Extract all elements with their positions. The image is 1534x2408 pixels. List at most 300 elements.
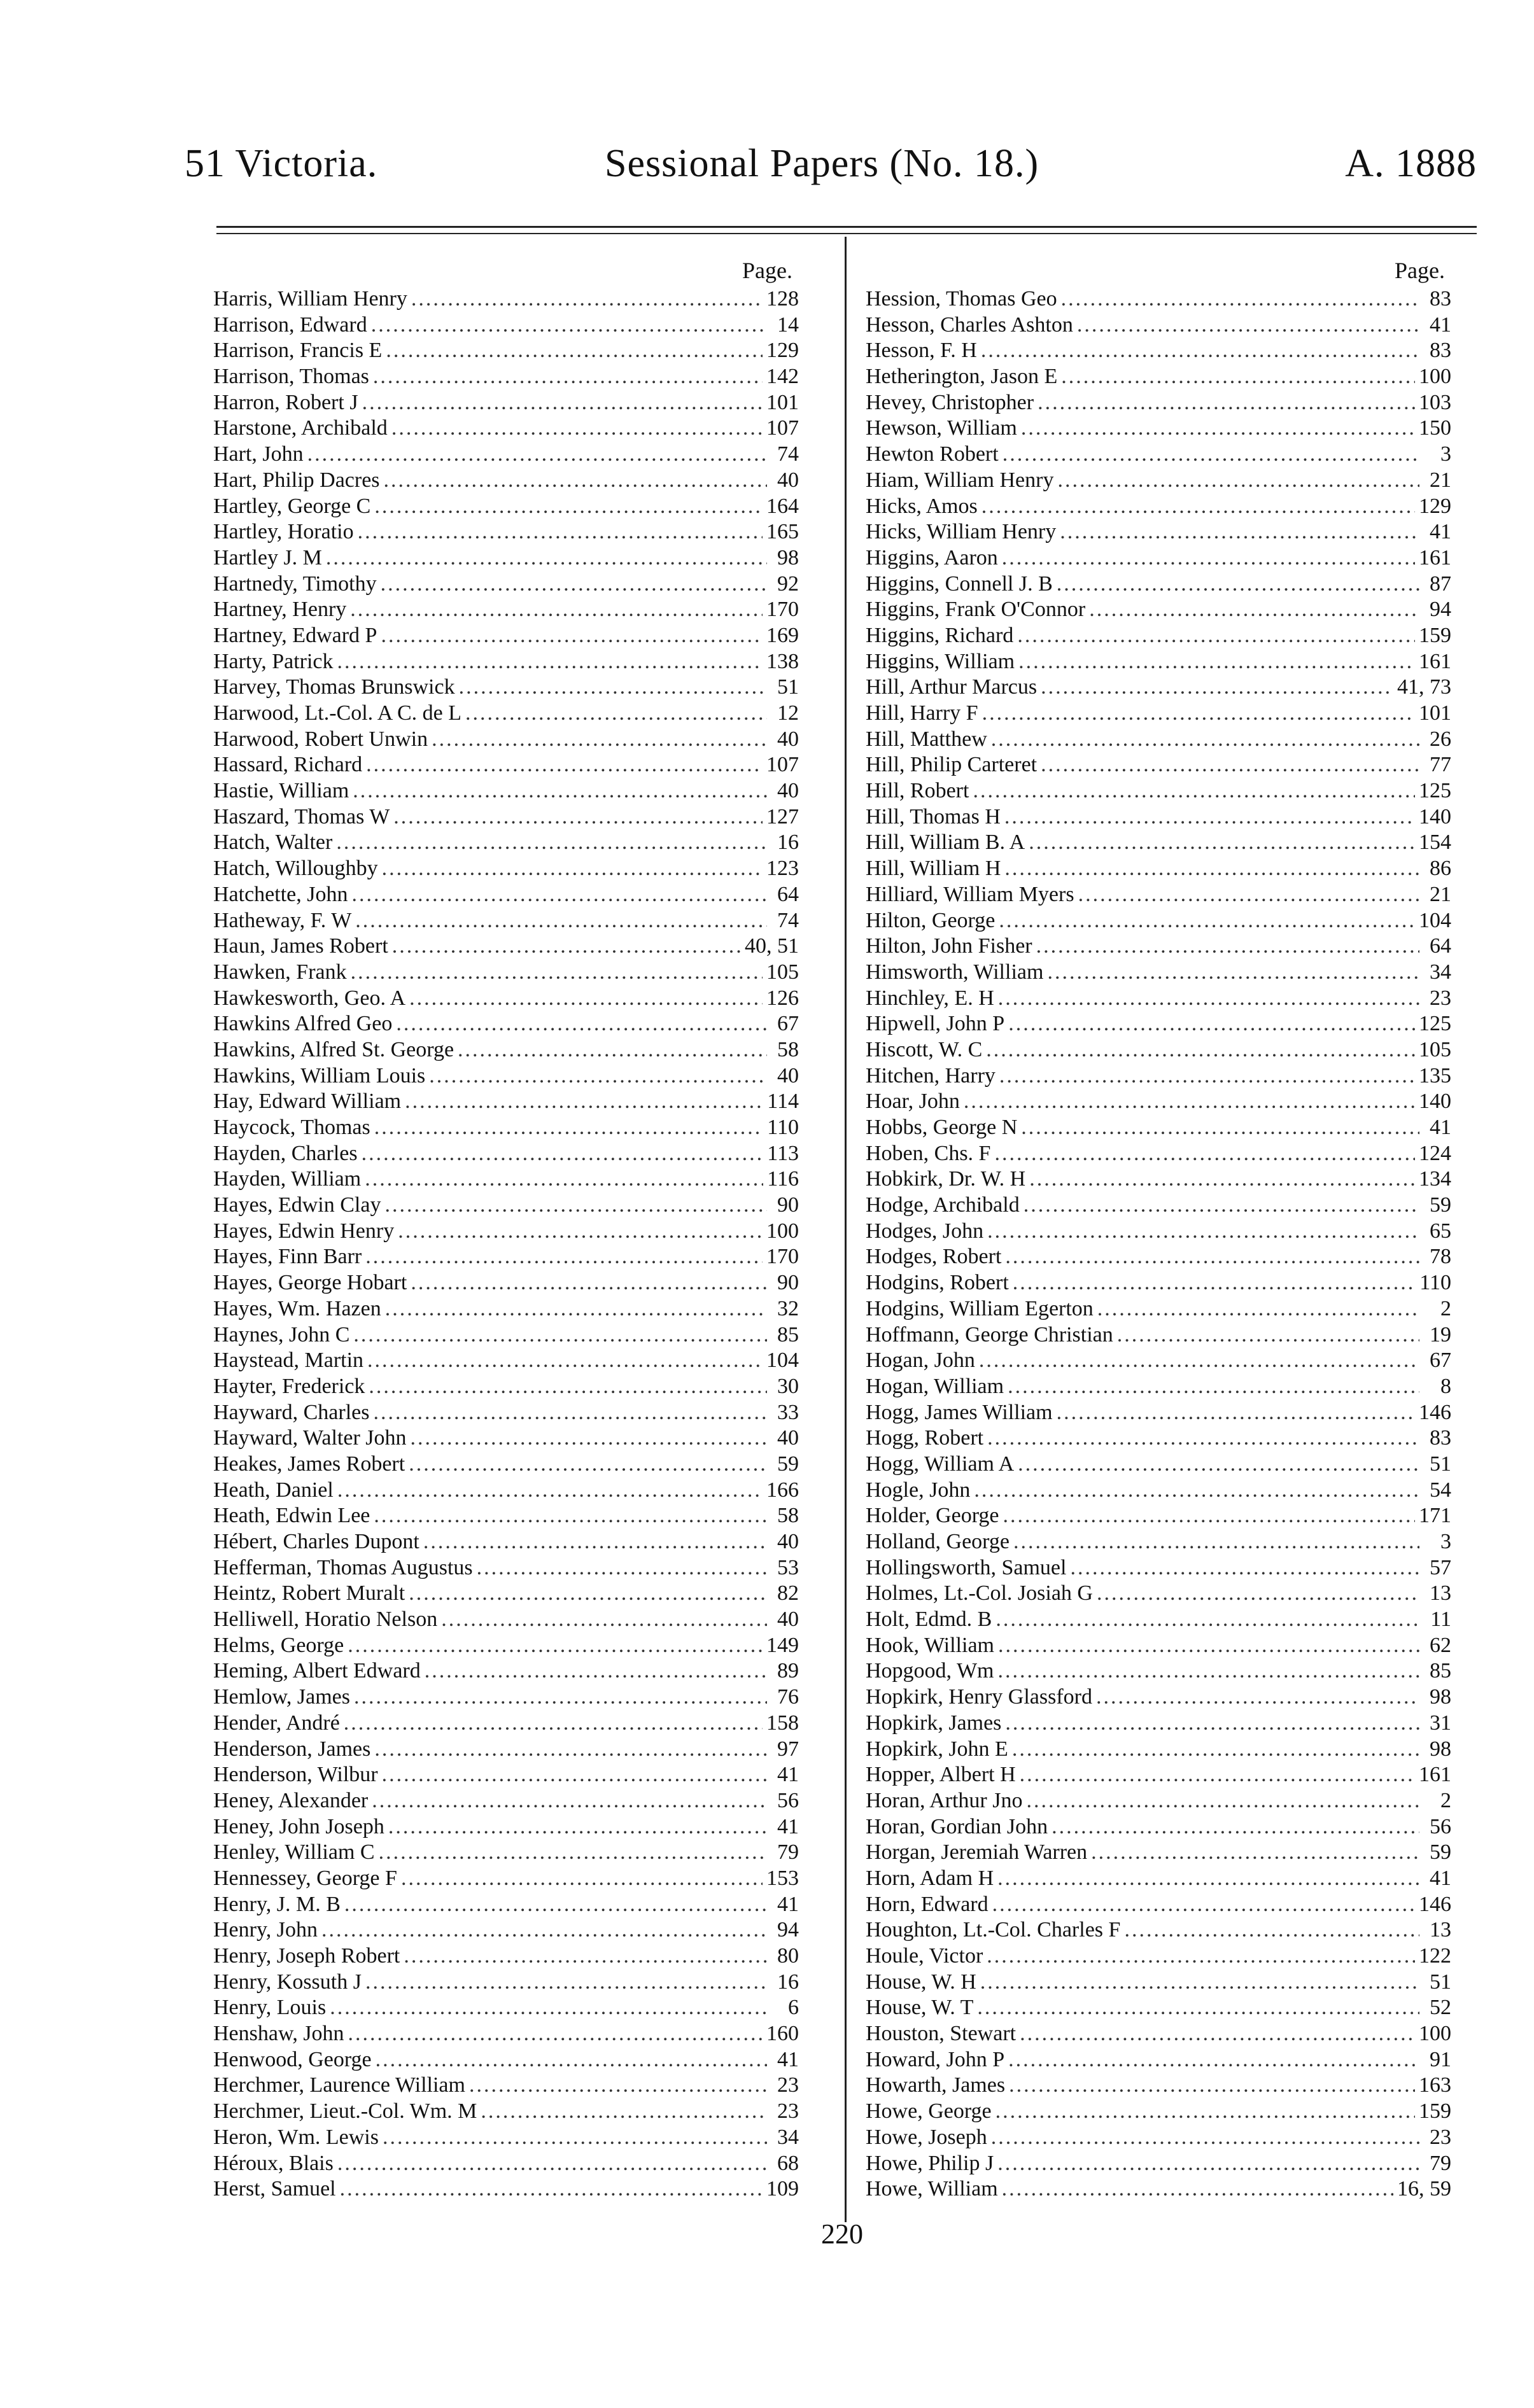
index-entry xyxy=(866,1943,1451,1970)
index-entry xyxy=(866,1270,1451,1296)
index-entry xyxy=(213,312,799,339)
entry-page: 56 xyxy=(777,1788,799,1812)
index-entry xyxy=(213,442,799,468)
dot-leader xyxy=(340,2176,763,2202)
index-entry xyxy=(866,649,1451,675)
dot-leader xyxy=(481,2099,767,2125)
entry-name: Hollingsworth, Samuel xyxy=(866,1555,1067,1579)
index-entry xyxy=(213,649,799,675)
index-entry xyxy=(213,1555,799,1581)
dot-leader xyxy=(997,1866,1419,1892)
index-entry xyxy=(213,1166,799,1193)
dot-leader xyxy=(362,390,763,416)
entry-name: Hayes, Finn Barr xyxy=(213,1245,362,1269)
entry-page: 56 xyxy=(1430,1814,1451,1838)
entry-page: 128 xyxy=(766,287,799,311)
entry-page: 41 xyxy=(1430,1866,1451,1890)
entry-page: 149 xyxy=(766,1633,799,1657)
dot-leader xyxy=(1097,1581,1419,1607)
index-entry xyxy=(866,856,1451,882)
entry-page: 86 xyxy=(1430,857,1451,881)
entry-page: 14 xyxy=(777,312,799,337)
index-entry xyxy=(213,1840,799,1866)
index-entry xyxy=(866,752,1451,778)
index-entry xyxy=(866,1737,1451,1763)
entry-page: 12 xyxy=(777,701,799,725)
entry-name: Hawkins, William Louis xyxy=(213,1063,426,1088)
index-entry xyxy=(213,934,799,960)
entry-page: 76 xyxy=(777,1685,799,1709)
dot-leader xyxy=(999,1063,1415,1089)
entry-name: Hill, Thomas H xyxy=(866,804,1001,829)
index-entry xyxy=(213,2151,799,2177)
entry-page: 40 xyxy=(777,1530,799,1553)
entry-name: Hemlow, James xyxy=(213,1685,350,1709)
dot-leader xyxy=(977,1995,1419,2021)
entry-name: Hatheway, F. W xyxy=(213,908,352,932)
entry-name: Henderson, James xyxy=(213,1737,371,1761)
entry-name: Hayes, Edwin Clay xyxy=(213,1193,381,1217)
entry-name: Hastie, William xyxy=(213,779,349,803)
entry-page: 64 xyxy=(1430,934,1451,958)
entry-name: Héroux, Blais xyxy=(213,2151,334,2175)
index-entry xyxy=(866,1193,1451,1219)
entry-name: Henry, John xyxy=(213,1918,318,1942)
entry-name: Harron, Robert J xyxy=(213,390,358,414)
index-entry xyxy=(213,1400,799,1426)
index-entry xyxy=(866,2125,1451,2151)
entry-page: 164 xyxy=(766,494,799,518)
entry-name: Hartley, George C xyxy=(213,494,371,518)
dot-leader xyxy=(337,649,763,675)
header-year: A. 1888 xyxy=(1345,142,1477,185)
dot-leader xyxy=(981,338,1419,364)
index-entry xyxy=(866,2099,1451,2125)
entry-page: 51 xyxy=(777,675,799,699)
entry-name: Harwood, Lt.-Col. A C. de L xyxy=(213,701,462,725)
entry-page: 23 xyxy=(1430,2125,1451,2149)
index-entry xyxy=(213,2073,799,2099)
entry-name: Hayes, Wm. Hazen xyxy=(213,1296,381,1320)
dot-leader xyxy=(964,1089,1415,1115)
index-entry xyxy=(213,1141,799,1167)
index-entry xyxy=(213,1322,799,1348)
entry-page: 67 xyxy=(777,1012,799,1036)
index-entry xyxy=(866,1452,1451,1478)
entry-page: 91 xyxy=(1430,2047,1451,2071)
entry-name: Hawkesworth, Geo. A xyxy=(213,986,406,1010)
entry-page: 146 xyxy=(1419,1400,1451,1424)
index-entry xyxy=(213,1737,799,1763)
index-entry xyxy=(213,908,799,934)
entry-page: 105 xyxy=(1419,1037,1451,1061)
index-entry xyxy=(213,1115,799,1141)
dot-leader xyxy=(404,1943,767,1970)
dot-leader xyxy=(1021,1115,1419,1141)
index-entry xyxy=(213,286,799,312)
dot-leader xyxy=(1047,960,1419,986)
entry-page: 26 xyxy=(1430,727,1451,751)
dot-leader xyxy=(411,286,763,312)
dot-leader xyxy=(1003,442,1419,468)
dot-leader xyxy=(1097,1296,1419,1322)
dot-leader xyxy=(987,1943,1415,1970)
index-entry xyxy=(866,1892,1451,1918)
entry-page: 110 xyxy=(767,1116,799,1139)
entry-page: 40 xyxy=(777,1426,799,1450)
entry-name: Howe, George xyxy=(866,2099,992,2124)
dot-leader xyxy=(1057,468,1419,494)
dot-leader xyxy=(1078,882,1419,908)
dot-leader xyxy=(982,494,1415,520)
entry-page: 2 xyxy=(1440,1788,1451,1812)
entry-page: 33 xyxy=(777,1400,799,1424)
entry-name: Hesson, F. H xyxy=(866,339,977,363)
index-entry xyxy=(213,1348,799,1374)
entry-page: 85 xyxy=(1430,1659,1451,1683)
dot-leader xyxy=(348,1633,763,1659)
entry-name: Hogan, William xyxy=(866,1374,1004,1398)
index-entry xyxy=(213,830,799,856)
dot-leader xyxy=(372,1788,767,1814)
dot-leader xyxy=(998,1633,1419,1659)
entry-name: Howe, Philip J xyxy=(866,2151,994,2175)
index-entry xyxy=(866,1219,1451,1245)
dot-leader xyxy=(441,1607,767,1633)
entry-name: Henry, Kossuth J xyxy=(213,1970,362,1994)
entry-name: Howe, William xyxy=(866,2177,998,2201)
index-entry xyxy=(213,1762,799,1788)
index-entry xyxy=(213,390,799,416)
index-entry xyxy=(866,442,1451,468)
dot-leader xyxy=(432,727,767,753)
entry-name: Hayden, William xyxy=(213,1167,362,1191)
entry-name: Hawkins, Alfred St. George xyxy=(213,1037,454,1061)
entry-name: Herchmer, Lieut.-Col. Wm. M xyxy=(213,2099,477,2124)
entry-page: 161 xyxy=(1419,545,1451,570)
dot-leader xyxy=(999,908,1415,934)
entry-name: Hiscott, W. C xyxy=(866,1037,983,1061)
entry-page: 34 xyxy=(777,2125,799,2149)
entry-page: 77 xyxy=(1430,753,1451,777)
running-header xyxy=(185,141,1489,199)
entry-page: 40 xyxy=(777,1063,799,1088)
dot-leader xyxy=(1070,1555,1419,1581)
index-entry xyxy=(866,1115,1451,1141)
dot-leader xyxy=(381,623,763,649)
entry-name: Hatch, Willoughby xyxy=(213,857,378,881)
index-entry xyxy=(866,1503,1451,1529)
entry-name: Henry, J. M. B xyxy=(213,1892,341,1916)
entry-name: Hart, Philip Dacres xyxy=(213,468,380,492)
dot-leader xyxy=(1117,1322,1419,1348)
dot-leader xyxy=(1008,2047,1419,2073)
entry-page: 41 xyxy=(777,1892,799,1916)
index-entry xyxy=(866,1037,1451,1063)
dot-leader xyxy=(1008,1011,1415,1037)
index-entry xyxy=(213,1037,799,1063)
entry-page: 170 xyxy=(766,598,799,622)
dot-leader xyxy=(1041,752,1419,778)
entry-name: Hawkins Alfred Geo xyxy=(213,1012,393,1036)
index-entry xyxy=(213,804,799,830)
index-entry xyxy=(213,1814,799,1840)
entry-name: Hassard, Richard xyxy=(213,753,363,777)
index-entry xyxy=(866,1089,1451,1115)
entry-page: 104 xyxy=(1419,908,1451,932)
index-entry xyxy=(213,1219,799,1245)
index-entry xyxy=(866,675,1451,701)
dot-leader xyxy=(393,804,763,830)
entry-name: Himsworth, William xyxy=(866,960,1044,984)
dot-leader xyxy=(362,1141,764,1167)
dot-leader xyxy=(344,1711,763,1737)
entry-name: Hill, Harry F xyxy=(866,701,978,725)
entry-name: Heintz, Robert Muralt xyxy=(213,1581,405,1606)
dot-leader xyxy=(1038,390,1415,416)
index-entry xyxy=(213,416,799,442)
entry-page: 34 xyxy=(1430,960,1451,984)
entry-page: 142 xyxy=(766,365,799,389)
entry-name: Hopper, Albert H xyxy=(866,1763,1016,1787)
index-entry xyxy=(866,1866,1451,1892)
entry-name: Hitchen, Harry xyxy=(866,1063,996,1088)
index-entry xyxy=(213,1425,799,1452)
entry-name: Hayden, Charles xyxy=(213,1141,358,1165)
dot-leader xyxy=(1096,1684,1419,1711)
index-entry xyxy=(213,701,799,727)
entry-page: 100 xyxy=(1419,2022,1451,2046)
dot-leader xyxy=(1003,1503,1416,1529)
dot-leader xyxy=(353,778,767,804)
dot-leader xyxy=(384,468,767,494)
index-entry xyxy=(213,1607,799,1633)
dot-leader xyxy=(425,1658,767,1684)
dot-leader xyxy=(409,1581,767,1607)
entry-name: Hartney, Henry xyxy=(213,598,347,622)
dot-leader xyxy=(369,1374,767,1400)
dot-leader xyxy=(374,494,763,520)
entry-page: 85 xyxy=(777,1322,799,1347)
entry-name: Henderson, Wilbur xyxy=(213,1763,378,1787)
entry-page: 41 xyxy=(1430,520,1451,544)
index-entry xyxy=(866,986,1451,1012)
column-divider xyxy=(845,237,847,2222)
index-entry xyxy=(866,2176,1451,2202)
entry-page: 169 xyxy=(766,623,799,647)
dot-leader xyxy=(1077,312,1419,339)
entry-name: Hayter, Frederick xyxy=(213,1374,365,1398)
entry-page: 122 xyxy=(1419,1944,1451,1968)
index-entry xyxy=(213,623,799,649)
entry-name: Higgins, William xyxy=(866,649,1015,673)
index-entry xyxy=(866,494,1451,520)
dot-leader xyxy=(374,1503,767,1529)
index-entry xyxy=(213,882,799,908)
dot-leader xyxy=(355,908,767,934)
entry-name: Henry, Louis xyxy=(213,1996,327,2020)
index-entry xyxy=(213,2176,799,2202)
entry-page: 13 xyxy=(1430,1918,1451,1942)
entry-page: 21 xyxy=(1430,882,1451,906)
index-entry xyxy=(866,1348,1451,1374)
dot-leader xyxy=(458,1037,767,1063)
index-entry xyxy=(213,1063,799,1089)
entry-name: Heath, Edwin Lee xyxy=(213,1504,370,1528)
dot-leader xyxy=(350,597,763,623)
entry-page: 135 xyxy=(1419,1063,1451,1088)
entry-page: 129 xyxy=(766,339,799,363)
entry-name: Hayward, Charles xyxy=(213,1400,370,1424)
dot-leader xyxy=(391,416,763,442)
index-entry xyxy=(866,934,1451,960)
entry-name: Haun, James Robert xyxy=(213,934,388,958)
dot-leader xyxy=(1089,597,1419,623)
entry-page: 59 xyxy=(777,1452,799,1476)
entry-name: Hodges, Robert xyxy=(866,1245,1002,1269)
dot-leader xyxy=(354,1684,767,1711)
index-entry xyxy=(866,2047,1451,2073)
entry-name: House, W. T xyxy=(866,1996,974,2020)
dot-leader xyxy=(1020,2021,1415,2047)
index-entry xyxy=(866,727,1451,753)
index-entry xyxy=(213,960,799,986)
entry-name: Hill, William H xyxy=(866,857,1001,881)
index-entry xyxy=(213,1866,799,1892)
entry-name: Harrison, Edward xyxy=(213,312,367,337)
index-entry xyxy=(866,1658,1451,1684)
entry-name: Hicks, Amos xyxy=(866,494,978,518)
index-entry xyxy=(866,623,1451,649)
index-entry xyxy=(213,494,799,520)
entry-name: Higgins, Aaron xyxy=(866,545,998,570)
entry-name: Holland, George xyxy=(866,1530,1010,1553)
dot-leader xyxy=(1018,649,1415,675)
dot-leader xyxy=(979,1348,1419,1374)
dot-leader xyxy=(974,1478,1419,1504)
index-entry xyxy=(213,468,799,494)
dot-leader xyxy=(1057,1400,1415,1426)
index-entry xyxy=(213,1296,799,1322)
entry-name: Hawken, Frank xyxy=(213,960,347,984)
dot-leader xyxy=(459,675,767,701)
entry-name: Hender, André xyxy=(213,1711,340,1735)
dot-leader xyxy=(326,545,767,571)
index-entry xyxy=(866,1995,1451,2021)
entry-name: Howard, John P xyxy=(866,2047,1005,2071)
entry-name: Hartney, Edward P xyxy=(213,623,377,647)
entry-page: 82 xyxy=(777,1581,799,1606)
entry-page: 58 xyxy=(777,1504,799,1528)
dot-leader xyxy=(987,1425,1419,1452)
dot-leader xyxy=(423,1529,767,1555)
dot-leader xyxy=(1124,1917,1419,1943)
entry-page: 40 xyxy=(777,779,799,803)
entry-name: Harrison, Francis E xyxy=(213,339,383,363)
entry-page: 103 xyxy=(1419,390,1451,414)
entry-name: Harvey, Thomas Brunswick xyxy=(213,675,455,699)
entry-name: Hart, John xyxy=(213,442,304,466)
dot-leader xyxy=(371,312,767,339)
dot-leader xyxy=(386,338,763,364)
entry-page: 123 xyxy=(766,857,799,881)
dot-leader xyxy=(980,1970,1419,1996)
entry-page: 68 xyxy=(777,2151,799,2175)
entry-name: Holder, George xyxy=(866,1504,999,1528)
index-entry xyxy=(213,1478,799,1504)
page-column-heading: Page. xyxy=(1395,258,1445,283)
entry-name: Hogan, John xyxy=(866,1348,975,1373)
entry-name: Hook, William xyxy=(866,1633,994,1657)
dot-leader xyxy=(379,1840,767,1866)
index-list-right xyxy=(866,286,1451,2202)
dot-leader xyxy=(330,1995,767,2021)
index-entry xyxy=(213,1788,799,1814)
index-entry xyxy=(866,468,1451,494)
entry-name: Hession, Thomas Geo xyxy=(866,287,1057,311)
entry-name: Hill, Robert xyxy=(866,779,969,803)
dot-leader xyxy=(374,1737,767,1763)
entry-name: Hayes, Edwin Henry xyxy=(213,1219,395,1243)
entry-name: Hopkirk, John E xyxy=(866,1737,1008,1761)
entry-name: Higgins, Richard xyxy=(866,623,1014,647)
index-entry xyxy=(213,571,799,598)
index-entry xyxy=(866,286,1451,312)
entry-name: Horgan, Jeremiah Warren xyxy=(866,1840,1088,1865)
dot-leader xyxy=(376,2047,767,2073)
entry-page: 59 xyxy=(1430,1193,1451,1217)
entry-page: 98 xyxy=(1430,1685,1451,1709)
entry-name: Henshaw, John xyxy=(213,2022,344,2046)
dot-leader xyxy=(398,1219,763,1245)
index-entry xyxy=(866,1684,1451,1711)
index-entry xyxy=(866,2073,1451,2099)
page-number: 220 xyxy=(821,2218,863,2250)
entry-name: Henley, William C xyxy=(213,1840,375,1865)
dot-leader xyxy=(396,1011,767,1037)
index-entry xyxy=(213,1633,799,1659)
dot-leader xyxy=(381,571,767,598)
page-column-heading: Page. xyxy=(742,258,792,283)
entry-page: 83 xyxy=(1430,339,1451,363)
dot-leader xyxy=(1017,623,1415,649)
entry-name: Hill, Arthur Marcus xyxy=(866,675,1038,699)
index-entry xyxy=(213,1995,799,2021)
entry-name: Hill, William B. A xyxy=(866,830,1025,855)
entry-page: 94 xyxy=(777,1918,799,1942)
entry-name: Hogg, William A xyxy=(866,1452,1015,1476)
dot-leader xyxy=(1061,364,1415,390)
header-rule-top xyxy=(216,226,1477,228)
index-entry xyxy=(213,1452,799,1478)
index-entry xyxy=(213,2021,799,2047)
entry-page: 154 xyxy=(1419,830,1451,855)
dot-leader xyxy=(353,1322,767,1348)
header-rule-bottom xyxy=(216,233,1477,234)
entry-page: 160 xyxy=(766,2022,799,2046)
entry-page: 41 xyxy=(777,1763,799,1787)
dot-leader xyxy=(373,1400,767,1426)
dot-leader xyxy=(1013,1270,1416,1296)
entry-name: Hayes, George Hobart xyxy=(213,1271,407,1295)
entry-name: Hodgins, William Egerton xyxy=(866,1296,1094,1320)
entry-page: 16 xyxy=(777,830,799,855)
entry-page: 110 xyxy=(1419,1271,1451,1295)
entry-name: Heath, Daniel xyxy=(213,1478,334,1502)
entry-name: Helms, George xyxy=(213,1633,344,1657)
dot-leader xyxy=(348,2021,763,2047)
entry-name: Hogg, Robert xyxy=(866,1426,984,1450)
